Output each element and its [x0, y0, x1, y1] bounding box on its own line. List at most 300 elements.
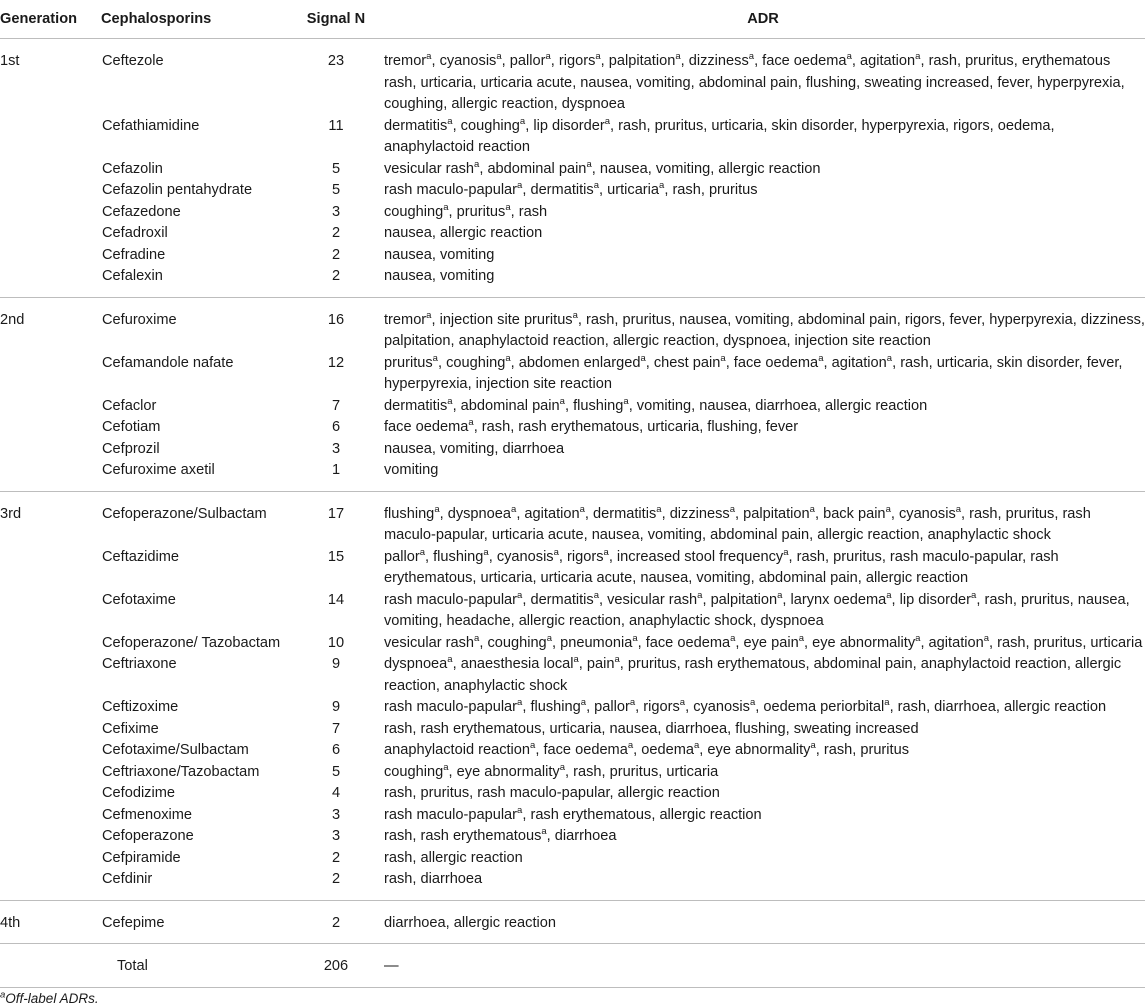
- generation-cell: [0, 460, 96, 491]
- adr-term: rash: [928, 53, 957, 69]
- adr-term: nausea: [384, 268, 432, 284]
- table-row: [0, 159, 1145, 181]
- off-label-mark: a: [573, 654, 579, 666]
- adr-term: allergic reaction: [817, 527, 920, 543]
- adr-term: injection site reaction: [794, 333, 931, 349]
- generation-cell: [0, 783, 96, 805]
- off-label-mark: a: [517, 180, 523, 192]
- off-label-mark: a: [629, 697, 636, 709]
- adr-term: eye abnormality: [707, 742, 811, 758]
- footnote: [0, 990, 99, 1008]
- adr-term: injection site reaction: [475, 376, 612, 392]
- signal-n-cell: 15: [327, 548, 345, 565]
- table-header: [0, 0, 1145, 39]
- adr-term: urticaria: [1090, 634, 1143, 651]
- off-label-mark: a: [694, 740, 700, 752]
- off-label-mark: a: [579, 503, 585, 515]
- adr-term: allergic reaction: [453, 914, 556, 931]
- adr-term: dizziness: [669, 505, 730, 522]
- adr-term: eye pain: [743, 634, 799, 651]
- signal-n-cell: 6: [331, 419, 341, 435]
- adr-cell: flushing$^a$, dyspnoea$^a$, agitation$^a$, dermatitis$^a$, dizziness$^a$, palpitation$^a$, back pain$^a$, cyanosis$^a$, rash, pruritus, rash maculo-papular, urticaria acute, nausea, vomiting, abdominal pain, allergic reaction, anaphylactic shock: [384, 503, 1091, 543]
- signal-n-cell: 17: [327, 505, 345, 522]
- adr-term: pruritus: [627, 656, 677, 672]
- generation-cell: [0, 245, 96, 267]
- off-label-mark: a: [546, 632, 552, 644]
- off-label-mark: a: [955, 503, 962, 515]
- adr-term: urticaria: [936, 354, 989, 371]
- table-row: [0, 869, 1145, 900]
- adr-term: larynx oedema: [790, 591, 887, 608]
- signal-n-cell: 11: [328, 117, 344, 134]
- cephalosporin-cell: Ceftezole: [102, 53, 164, 69]
- adr-term: abdomen enlarged: [518, 354, 641, 371]
- signal-n-cell: 5: [331, 182, 341, 198]
- cephalosporin-cell: Cefdinir: [96, 869, 291, 900]
- adr-cell: vesicular rash$^a$, coughing$^a$, pneumonia$^a$, face oedema$^a$, eye pain$^a$, eye abnormality$^a$, agitation$^a$, rash, pruritus, urticaria: [384, 632, 1143, 651]
- adr-term: coughing: [384, 203, 444, 220]
- header-signal-n: Signal N: [291, 0, 381, 39]
- generation-cell: [0, 848, 96, 870]
- adr-term: rash maculo-papular: [384, 806, 518, 823]
- signal-n-cell: 1: [291, 460, 381, 491]
- adr-term: nausea: [1077, 591, 1126, 608]
- adr-cell: rash, rash erythematous, urticaria, nausea, diarrhoea, flushing, sweating increased: [384, 720, 919, 737]
- total-signal-n: 206: [291, 944, 381, 988]
- adr-term: increased stool frequency: [616, 548, 784, 565]
- adr-cell: tremor$^a$, injection site pruritus$^a$, rash, pruritus, nausea, vomiting, abdominal pain, rigors, fever, hyperpyrexia, dizziness, palpitation, anaphylactoid reaction, allergic reaction, dyspnoea, injection site reaction: [384, 309, 1145, 349]
- adr-term: nausea: [591, 527, 640, 543]
- adr-term: flushing: [433, 548, 484, 565]
- adr-term: skin disorder: [996, 354, 1079, 371]
- header-cephalosporins: Cephalosporins: [96, 0, 291, 39]
- table-row: [0, 266, 1145, 297]
- adr-term: rash: [573, 763, 602, 780]
- table-row: [0, 245, 1145, 267]
- table-row: [0, 547, 1145, 590]
- adr-term: rash: [618, 117, 647, 134]
- adr-term: allergic reaction: [451, 96, 554, 112]
- cephalosporin-cell: Ceftazidime: [102, 548, 180, 565]
- signal-n-cell: 3: [331, 440, 341, 457]
- cephalosporin-cell: Cefamandole nafate: [102, 354, 234, 371]
- off-label-mark: a: [886, 589, 892, 601]
- signal-n-cell: 2: [291, 900, 381, 944]
- adr-term: fever: [949, 311, 982, 328]
- off-label-mark: a: [675, 51, 681, 63]
- adr-term: vomiting: [440, 268, 495, 284]
- header-adr: ADR: [381, 0, 1145, 39]
- off-label-mark: a: [632, 632, 638, 644]
- adr-term: lip disorder: [899, 591, 972, 608]
- table-row: [0, 116, 1145, 159]
- generation-cell: [0, 869, 96, 900]
- off-label-mark: a: [447, 115, 453, 127]
- header-row: [0, 0, 1145, 39]
- adr-term: pallor: [509, 53, 546, 69]
- adr-term: pruritus: [1033, 634, 1083, 651]
- adr-term: urticaria acute: [491, 527, 584, 543]
- adr-term: flushing: [573, 397, 624, 414]
- off-label-mark: a: [443, 201, 449, 213]
- table-row: [0, 783, 1145, 805]
- signal-n-cell: 14: [327, 591, 345, 608]
- table-row: [0, 719, 1145, 741]
- adr-term: vomiting: [655, 160, 711, 177]
- adr-term: diarrhoea: [665, 720, 728, 737]
- off-label-mark: a: [545, 51, 551, 63]
- generation-cell: [0, 266, 96, 297]
- adr-term: diarrhoea: [755, 397, 817, 414]
- adr-term: coughing: [384, 763, 444, 780]
- off-label-mark: a: [553, 546, 559, 558]
- off-label-mark: a: [426, 309, 432, 321]
- adr-term: rash: [384, 849, 413, 866]
- off-label-mark: a: [603, 546, 609, 558]
- adr-term: dermatitis: [384, 397, 448, 414]
- adr-term: vomiting: [384, 462, 439, 478]
- adr-term: eye abnormality: [456, 763, 560, 780]
- adr-term: face oedema: [384, 419, 469, 435]
- adr-term: diarrhoea: [554, 828, 617, 844]
- table-row: [0, 762, 1145, 784]
- off-label-mark: a: [474, 158, 480, 170]
- adr-term: rash erythematous: [420, 828, 542, 844]
- adr-term: pallor: [594, 699, 630, 715]
- adr-term: nausea: [679, 311, 728, 328]
- adr-term: rigors: [558, 53, 596, 69]
- table-row: [0, 180, 1145, 202]
- adr-cell: rash, diarrhoea: [381, 869, 1145, 900]
- adr-term: rash: [823, 742, 853, 758]
- generation-cell: [0, 719, 96, 741]
- adr-term: pneumonia: [560, 634, 633, 651]
- adr-term: anaphylactoid reaction: [458, 333, 605, 349]
- adr-term: face oedema: [762, 53, 847, 69]
- adr-term: diarrhoea: [502, 440, 565, 457]
- adr-cell: [381, 460, 1145, 491]
- adr-term: allergic reaction: [659, 806, 762, 823]
- adr-term: abdominal pain: [813, 656, 913, 672]
- signal-n-cell: 3: [331, 806, 341, 823]
- adr-term: rash erythematous: [518, 419, 640, 435]
- table-row: [0, 740, 1145, 762]
- adr-term: oedema: [997, 117, 1051, 134]
- adr-term: rash: [384, 785, 413, 801]
- off-label-mark: a: [447, 395, 453, 407]
- cephalosporin-cell: Cefazedone: [102, 203, 181, 220]
- off-label-mark: a: [443, 761, 449, 773]
- adr-term: injection site pruritus: [439, 311, 573, 328]
- adr-term: dyspnoea: [760, 613, 824, 629]
- adr-term: rigors: [953, 117, 990, 134]
- adr-term: nausea: [640, 570, 689, 586]
- off-label-mark: a: [580, 697, 587, 709]
- adr-term: anaphylactic shock: [444, 677, 568, 694]
- adr-term: urticaria acute: [540, 570, 633, 586]
- adr-term: dyspnoea: [384, 656, 448, 672]
- off-label-mark: a: [419, 546, 425, 558]
- generation-cell: [0, 805, 96, 827]
- header-generation: Generation: [0, 0, 96, 39]
- adr-term: pruritus: [384, 354, 433, 371]
- adr-term: urticaria acute: [480, 74, 573, 91]
- adr-term: nausea: [384, 246, 432, 263]
- adr-term: agitation: [859, 53, 916, 69]
- cephalosporin-cell: Cefadroxil: [102, 225, 168, 241]
- adr-term: agitation: [524, 505, 580, 522]
- adr-term: flushing: [384, 505, 435, 522]
- adr-term: cyanosis: [898, 505, 956, 522]
- adr-term: anaphylactoid reaction: [384, 742, 531, 758]
- cephalosporin-cell: Cefuroxime: [102, 311, 177, 328]
- adr-term: pruritus: [654, 117, 704, 134]
- adr-cell: dermatitis$^a$, coughing$^a$, lip disorder$^a$, rash, pruritus, urticaria, skin disorder, hyperpyrexia, rigors, oedema, anaphylactoid reaction: [384, 115, 1055, 155]
- adr-term: hyperpyrexia: [384, 376, 468, 392]
- adr-term: rash maculo-papular: [477, 785, 610, 801]
- adr-term: pruritus: [1005, 505, 1055, 522]
- adr-term: anaphylactoid reaction: [384, 139, 531, 155]
- generation-cell: [0, 417, 96, 439]
- total-generation-cell: [0, 944, 96, 988]
- adr-term: rash: [586, 311, 615, 328]
- adr-term: urticaria: [480, 570, 533, 586]
- adr-term: fever: [997, 74, 1029, 91]
- off-label-mark: a: [511, 503, 517, 515]
- adr-term: palpitation: [743, 505, 810, 522]
- adr-term: flushing: [735, 720, 786, 737]
- signal-n-cell: 7: [331, 397, 341, 414]
- generation-cell: [0, 826, 96, 848]
- adr-term: pruritus: [833, 548, 882, 565]
- adr-cell: rash, allergic reaction: [384, 849, 523, 866]
- off-label-mark: a: [604, 115, 611, 127]
- adr-term: diarrhoea: [420, 871, 483, 887]
- cephalosporin-cell: Cefradine: [102, 246, 166, 263]
- table-row: [0, 202, 1145, 224]
- signal-n-cell: 9: [331, 656, 341, 672]
- cephalosporin-cell: Cefprozil: [102, 440, 160, 457]
- off-label-mark: a: [885, 503, 891, 515]
- adr-term: rash: [384, 871, 413, 887]
- generation-cell: [0, 547, 96, 590]
- signal-n-cell: 9: [331, 699, 341, 715]
- adr-term: allergic reaction: [420, 849, 523, 866]
- signal-n-cell: 16: [327, 311, 345, 328]
- adr-term: dermatitis: [530, 182, 594, 198]
- adr-term: allergic reaction: [518, 613, 621, 629]
- off-label-mark: a: [783, 546, 789, 558]
- adr-term: agitation: [928, 634, 984, 651]
- adr-cell: rash maculo-papular$^a$, rash erythematous, allergic reaction: [384, 804, 762, 823]
- adr-term: nausea: [599, 160, 648, 177]
- off-label-mark: a: [730, 632, 736, 644]
- adr-term: vomiting: [440, 246, 495, 263]
- adr-cell: pruritus$^a$, coughing$^a$, abdomen enlarged$^a$, chest pain$^a$, face oedema$^a$, agitation$^a$, rash, urticaria, skin disorder, fever, hyperpyrexia, injection site reaction: [384, 352, 1123, 392]
- adr-term: sweating increased: [793, 720, 919, 737]
- adr-term: flushing: [805, 74, 857, 91]
- off-label-mark: a: [434, 503, 440, 515]
- signal-n-cell: 7: [331, 720, 341, 737]
- off-label-mark: a: [810, 740, 816, 752]
- generation-cell: [0, 116, 96, 159]
- adr-term: rash: [672, 182, 701, 198]
- adr-term: urticaria: [647, 419, 700, 435]
- adr-term: rash: [796, 548, 826, 565]
- off-label-mark: a: [559, 395, 565, 407]
- adr-cell: rash, pruritus, rash maculo-papular, allergic reaction: [384, 785, 720, 801]
- adr-cell: nausea, vomiting: [384, 246, 495, 263]
- adr-term: palpitation: [710, 591, 778, 608]
- adr-term: hyperpyrexia: [861, 117, 946, 134]
- generation-cell: [0, 633, 96, 655]
- adr-term: urticaria: [666, 763, 719, 780]
- cephalosporin-cell: Cefoperazone/ Tazobactam: [102, 634, 281, 651]
- table-row: [0, 633, 1145, 655]
- table-row: [0, 39, 1145, 116]
- adr-term: cyanosis: [439, 53, 497, 69]
- generation-cell: [0, 202, 96, 224]
- off-label-mark: a: [798, 632, 804, 644]
- off-label-mark: a: [593, 180, 600, 192]
- adr-term: rash: [897, 699, 927, 715]
- adr-term: dermatitis: [530, 591, 594, 608]
- adr-term: tremor: [384, 53, 427, 69]
- cephalosporin-cell: Cefathiamidine: [102, 117, 200, 134]
- generation-cell: 3rd: [0, 505, 22, 522]
- adr-term: rash erythematous: [684, 656, 806, 672]
- adr-term: oedema: [641, 742, 694, 758]
- cephalosporin-cell: Cefepime: [96, 900, 291, 944]
- adr-term: nausea: [699, 397, 748, 414]
- off-label-mark: a: [517, 804, 523, 816]
- adr-term: chest pain: [653, 354, 721, 371]
- signal-n-cell: 5: [331, 763, 341, 780]
- table-row: [0, 697, 1145, 719]
- off-label-mark: a: [483, 546, 489, 558]
- generation-cell: [0, 223, 96, 245]
- adr-term: pruritus: [420, 785, 470, 801]
- cephalosporin-cell: Cefixime: [102, 720, 159, 737]
- adr-term: diarrhoea: [384, 914, 446, 931]
- adr-term: allergic reaction: [612, 333, 716, 349]
- signal-n-cell: 3: [331, 828, 341, 844]
- adr-term: vomiting: [696, 570, 751, 586]
- adr-term: pruritus: [456, 203, 506, 220]
- adr-term: rash erythematous: [530, 806, 652, 823]
- off-label-mark: a: [884, 697, 890, 709]
- off-label-mark: a: [697, 589, 703, 601]
- adr-cell: vesicular rash$^a$, abdominal pain$^a$, nausea, vomiting, allergic reaction: [384, 158, 821, 177]
- adr-term: rash maculo-papular: [384, 505, 1091, 543]
- off-label-mark: a: [915, 632, 921, 644]
- cephalosporin-cell: Cefoperazone: [102, 828, 194, 844]
- off-label-mark: a: [559, 761, 565, 773]
- adr-term: allergic reaction: [718, 160, 821, 177]
- adr-term: fever: [765, 419, 799, 435]
- adr-term: urticaria: [549, 720, 602, 737]
- off-label-mark: a: [659, 180, 665, 192]
- adr-term: allergic reaction: [617, 785, 720, 801]
- adr-term: pruritus: [965, 53, 1014, 69]
- off-label-mark: a: [505, 352, 511, 364]
- adr-term: rash maculo-papular: [384, 182, 518, 198]
- generation-cell: [0, 590, 96, 633]
- cephalosporin-cell: Ceftriaxone/Tazobactam: [102, 763, 260, 780]
- generation-cell: [0, 740, 96, 762]
- signal-n-cell: 12: [327, 354, 345, 371]
- adr-term: dermatitis: [384, 117, 448, 134]
- table-row: [0, 353, 1145, 396]
- adr-cell: pallor$^a$, flushing$^a$, cyanosis$^a$, rigors$^a$, increased stool frequency$^a$, rash, pruritus, rash maculo-papular, rash erythematous, urticaria, urticaria acute, nausea, vomiting, abdominal pain, allergic reaction: [384, 546, 1059, 586]
- adr-term: rash maculo-papular: [384, 591, 518, 608]
- adr-term: coughing: [487, 634, 547, 651]
- generation-cell: [0, 439, 96, 461]
- adr-term: face oedema: [733, 354, 819, 371]
- adr-term: rash: [384, 828, 413, 844]
- off-label-mark: a: [517, 589, 523, 601]
- adr-cell: dermatitis$^a$, abdominal pain$^a$, flushing$^a$, vomiting, nausea, diarrhoea, allergic reaction: [384, 395, 928, 414]
- adr-term: abdominal pain: [710, 527, 810, 543]
- footnote-text: Off-label ADRs.: [5, 991, 99, 1006]
- adr-term: coughing: [446, 354, 506, 371]
- adr-term: pain: [586, 656, 615, 672]
- adr-term: rigors: [567, 548, 604, 565]
- table-row: [0, 396, 1145, 418]
- signal-n-cell: 2: [331, 225, 341, 241]
- off-label-mark: a: [777, 589, 783, 601]
- off-label-mark: a: [809, 503, 815, 515]
- adr-term: vesicular rash: [384, 160, 475, 177]
- off-label-mark: a: [983, 632, 990, 644]
- generation-cell: 2nd: [0, 311, 25, 328]
- adr-term: erythematous rash: [384, 53, 1111, 91]
- off-label-mark: a: [729, 503, 736, 515]
- signal-n-cell: 10: [327, 634, 345, 651]
- adr-term: rash erythematous: [384, 548, 1059, 586]
- adr-term: rash: [969, 505, 998, 522]
- adr-term: dyspnoea: [561, 96, 625, 112]
- adr-cell: nausea, allergic reaction: [384, 225, 543, 241]
- adr-term: rash: [984, 591, 1013, 608]
- adr-term: flushing: [530, 699, 581, 715]
- adr-term: cyanosis: [496, 548, 554, 565]
- adr-term: rash: [384, 720, 413, 737]
- table-row: [0, 654, 1145, 697]
- adr-term: pruritus: [860, 742, 910, 758]
- adr-term: rigors: [904, 311, 942, 328]
- total-label: Total: [96, 944, 291, 988]
- table-row: [0, 491, 1145, 547]
- generation-cell: 1st: [0, 53, 20, 69]
- table-body: [0, 39, 1145, 988]
- generation-cell: [0, 180, 96, 202]
- cephalosporin-cell: Cefpiramide: [102, 849, 181, 866]
- table-row: [0, 590, 1145, 633]
- adr-cell: anaphylactoid reaction$^a$, face oedema$^a$, oedema$^a$, eye abnormality$^a$, rash, pruritus: [384, 740, 910, 758]
- adr-term: abdominal pain: [797, 311, 897, 328]
- adr-term: dizziness: [688, 53, 749, 69]
- adr-term: vomiting: [647, 527, 703, 543]
- generation-cell: [0, 396, 96, 418]
- adr-term: abdominal pain: [487, 160, 587, 177]
- adr-term: rash: [481, 419, 511, 435]
- cephalosporin-cell: Cefaclor: [102, 397, 157, 414]
- signal-n-cell: 6: [331, 742, 341, 758]
- adr-cell: coughing$^a$, pruritus$^a$, rash: [384, 201, 548, 220]
- generation-cell: [0, 697, 96, 719]
- off-label-mark: a: [749, 697, 756, 709]
